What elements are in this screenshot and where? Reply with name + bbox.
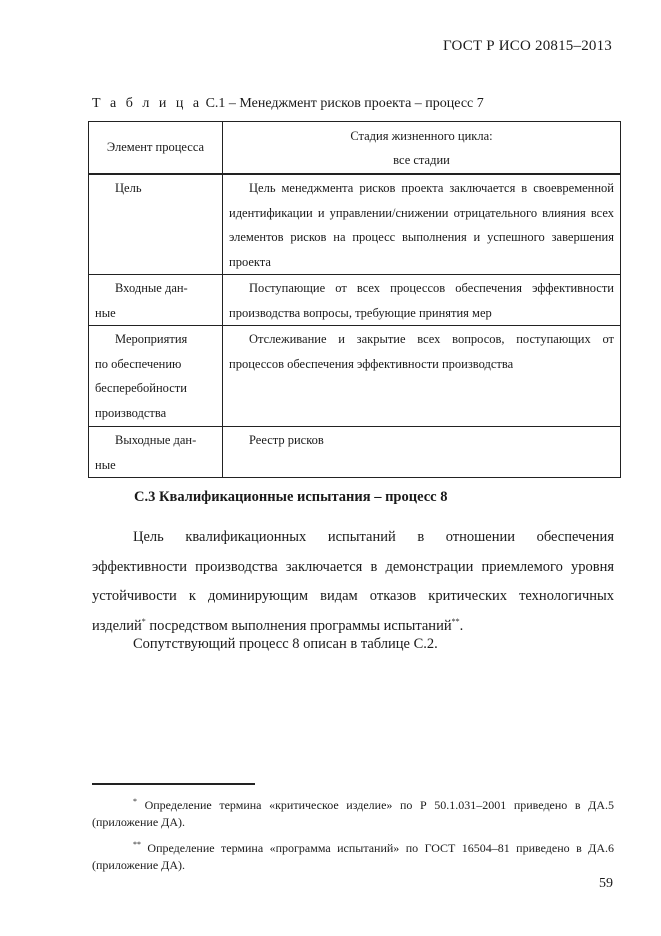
paragraph-text-part1: Цель квалификационных испытаний в отношении обеспечения эффективности производства заключается в демонстрации приемлемого уровня устойчивости к доминирующим видам отказов критических технологичных изделий: [92, 529, 614, 634]
section-title: C.3 Квалификационные испытания – процесс 8: [134, 489, 448, 505]
table-row: [89, 275, 621, 326]
footnote-ref-2: **: [451, 616, 460, 626]
stage-header-line1: Стадия жизненного цикла:: [350, 129, 493, 143]
row-element-label: Выходные дан-: [115, 433, 197, 447]
row-description-cell: Цель менеджмента рисков проекта заключается в своевременной идентификации и управлении/снижении отрицательного влияния всех элементов рисков на процесс выполнения и успешного завершения проекта: [223, 174, 621, 275]
table-caption: [92, 96, 484, 112]
footnote-text: Определение термина «критическое изделие» по Р 50.1.031–2001 приведено в ДА.5 (приложение ДА).: [92, 798, 614, 829]
table-caption-prefix: Т а б л и ц а: [92, 96, 203, 111]
column-header-stage: [223, 122, 621, 175]
row-element-cell: [89, 275, 223, 326]
page-number: 59: [599, 876, 613, 891]
row-element-label: Входные дан-: [115, 281, 188, 295]
table-row: [89, 326, 621, 427]
section-paragraph: [92, 523, 614, 641]
footnote-divider: [92, 783, 255, 785]
stage-header-line2: все стадии: [393, 153, 450, 167]
row-element-cell: [89, 427, 223, 478]
table-row: [89, 427, 621, 478]
paragraph-text-part2: посредством выполнения программы испытаний: [145, 617, 452, 634]
row-element-label-cont: по обеспечению бесперебойности производства: [95, 356, 187, 420]
section-paragraph-2: Сопутствующий процесс 8 описан в таблице C.2.: [133, 636, 438, 652]
paragraph-text-end: .: [459, 617, 464, 634]
risk-management-table: [88, 121, 621, 478]
table-caption-text: C.1 – Менеджмент рисков проекта – процесс 7: [205, 96, 484, 111]
row-element-label-cont: ные: [95, 457, 116, 472]
row-element-label: Цель: [115, 181, 142, 195]
column-header-element: Элемент процесса: [89, 122, 223, 175]
document-header: ГОСТ Р ИСО 20815–2013: [443, 38, 612, 54]
footnote-ref-1: *: [141, 616, 146, 626]
footnote-1: [92, 797, 614, 831]
row-description-cell: Поступающие от всех процессов обеспечения эффективности производства вопросы, требующие принятия мер: [223, 275, 621, 326]
footnote-text: Определение термина «программа испытаний» по ГОСТ 16504–81 приведено в ДА.6 (приложение ДА).: [92, 841, 614, 872]
table-header-row: [89, 122, 621, 175]
row-description-cell: Реестр рисков: [223, 427, 621, 478]
table-row: [89, 174, 621, 275]
row-element-cell: [89, 326, 223, 427]
footnote-mark: *: [133, 797, 137, 806]
row-element-cell: [89, 174, 223, 275]
row-element-label: Мероприятия: [115, 332, 188, 346]
row-description-cell: Отслеживание и закрытие всех вопросов, поступающих от процессов обеспечения эффективности производства: [223, 326, 621, 427]
footnote-2: [92, 840, 614, 874]
row-element-label-cont: ные: [95, 305, 116, 320]
footnote-mark: **: [133, 840, 141, 849]
